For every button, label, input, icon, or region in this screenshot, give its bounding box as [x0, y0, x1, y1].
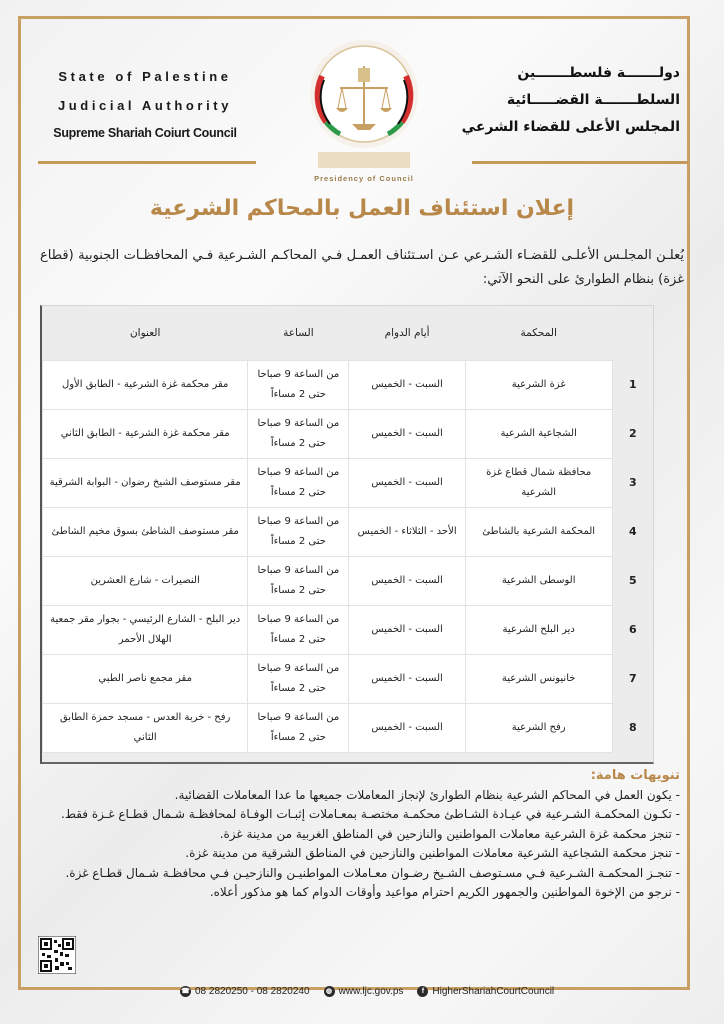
arabic-header — [460, 60, 680, 141]
hours-from: من الساعة 9 صباحا — [257, 712, 340, 723]
hours-to: حتى 2 مساءاً — [270, 389, 326, 400]
working-hours — [248, 508, 349, 557]
court-address-text: مقر محكمة غزة الشرعية - الطابق الأول — [61, 379, 229, 390]
english-header-line-2: Judicial Authority — [57, 98, 233, 113]
court-name-text: دير البلح الشرعية — [502, 624, 575, 635]
hours-to: حتى 2 مساءاً — [270, 438, 326, 449]
hours-to: حتى 2 مساءاً — [270, 585, 326, 596]
row-number — [612, 508, 653, 557]
header-working-days: أيام الدوام — [384, 327, 430, 339]
court-address — [43, 508, 248, 557]
table-row — [43, 655, 654, 704]
website-contact[interactable] — [324, 986, 404, 997]
row-number-text: 6 — [628, 623, 637, 636]
working-days-text: السبت - الخميس — [371, 722, 443, 733]
row-number-text: 5 — [628, 574, 637, 587]
court-name — [465, 606, 612, 655]
working-hours — [248, 704, 349, 753]
court-address — [43, 704, 248, 753]
working-hours — [248, 606, 349, 655]
court-name-text: غزة الشرعية — [511, 379, 566, 390]
council-emblem-logo — [300, 36, 428, 186]
working-days-text: السبت - الخميس — [371, 477, 443, 488]
table-row — [43, 361, 654, 410]
header-address: العنوان — [129, 327, 161, 339]
working-days — [349, 508, 465, 557]
facebook-link[interactable]: HigherShariahCourtCouncil — [432, 986, 555, 997]
court-address-text: مقر مستوصف الشاطئ بسوق مخيم الشاطئ — [51, 526, 239, 537]
footer-contacts — [180, 986, 554, 997]
hours-from: من الساعة 9 صباحا — [257, 663, 340, 674]
english-header — [36, 62, 254, 146]
globe-icon: ◍ — [324, 986, 335, 997]
working-hours — [248, 557, 349, 606]
row-number-text: 4 — [628, 525, 637, 538]
facebook-contact[interactable] — [417, 986, 554, 997]
court-name-text: رفح الشرعية — [511, 722, 566, 733]
court-name — [465, 508, 612, 557]
courts-schedule-table — [40, 305, 654, 764]
working-days-text: السبت - الخميس — [371, 673, 443, 684]
hours-from: من الساعة 9 صباحا — [257, 369, 340, 380]
header-number — [612, 306, 653, 361]
working-days-text: السبت - الخميس — [371, 575, 443, 586]
row-number — [612, 361, 653, 410]
note-item: - تنجز محكمة الشجاعية الشرعية معاملات المواطنين والنازحين في المناطق الشرقية من مدينة غزة. — [185, 846, 680, 860]
court-address-text: مقر محكمة غزة الشرعية - الطابق الثاني — [60, 428, 230, 439]
hours-from: من الساعة 9 صباحا — [257, 565, 340, 576]
court-address — [43, 410, 248, 459]
svg-text:Presidency of Council: Presidency of Council — [314, 174, 414, 183]
website-link[interactable]: www.ljc.gov.ps — [338, 986, 404, 997]
hours-to: حتى 2 مساءاً — [270, 732, 326, 743]
phone-icon: ☎ — [181, 988, 190, 995]
court-name-text: المحكمة الشرعية بالشاطئ — [482, 526, 596, 537]
header-hours: الساعة — [283, 327, 314, 339]
working-hours — [248, 655, 349, 704]
notes-heading: تنويهات هامة: — [590, 768, 680, 783]
working-days — [349, 410, 465, 459]
court-address — [43, 557, 248, 606]
table-row — [43, 606, 654, 655]
working-days — [349, 459, 465, 508]
court-address-text: مقر مستوصف الشيخ رضوان - البوابة الشرقية — [49, 477, 241, 488]
court-address-text: النصيرات - شارع العشرين — [90, 575, 200, 586]
table-header-row — [43, 306, 654, 361]
header-divider-left — [38, 161, 256, 164]
announcement-title: إعلان استئناف العمل بالمحاكم الشرعية — [149, 196, 575, 221]
court-name-text: الوسطى الشرعية — [501, 575, 576, 586]
phone-numbers: 08 2820250 - 08 2820240 — [195, 986, 310, 997]
row-number — [612, 410, 653, 459]
court-address — [43, 655, 248, 704]
qr-code[interactable] — [38, 936, 76, 974]
hours-to: حتى 2 مساءاً — [270, 634, 326, 645]
facebook-icon: f — [417, 986, 428, 997]
table-row — [43, 704, 654, 753]
important-notes — [50, 766, 680, 903]
working-hours — [248, 361, 349, 410]
court-address — [43, 606, 248, 655]
arabic-header-line-3: المجلس الأعلى للقضاء الشرعي — [461, 119, 680, 135]
arabic-header-line-2: السلطـــــــة القضـــــائية — [506, 92, 680, 108]
hours-from: من الساعة 9 صباحا — [257, 467, 340, 478]
working-days — [349, 361, 465, 410]
row-number — [612, 459, 653, 508]
court-name — [465, 361, 612, 410]
court-address-text: مقر مجمع ناصر الطبي — [98, 673, 192, 684]
working-days-text: الأحد - الثلاثاء - الخميس — [357, 526, 457, 537]
court-name — [465, 459, 612, 508]
working-days-text: السبت - الخميس — [371, 624, 443, 635]
note-item: - تنجز محكمة غزة الشرعية معاملات المواطنين والنازحين في المناطق الغربية من مدينة غزة. — [219, 826, 680, 841]
table-row — [43, 459, 654, 508]
row-number — [612, 557, 653, 606]
row-number — [612, 704, 653, 753]
row-number-text: 1 — [628, 378, 637, 391]
court-name-text: محافظة شمال قطاع غزة الشرعية — [486, 467, 592, 498]
hours-from: من الساعة 9 صباحا — [257, 516, 340, 527]
note-item: - نرجو من الإخوة المواطنين والجمهور الكريم احترام مواعيد وأوقات الدوام كما هو مذكور أعلاه. — [209, 885, 680, 899]
court-name-text: خانيونس الشرعية — [501, 673, 576, 684]
row-number-text: 8 — [628, 721, 637, 734]
row-number — [612, 655, 653, 704]
note-item: - يكون العمل في المحاكم الشرعية بنظام الطوارئ لإنجاز المعاملات جميعها ما عدا المعاملات القضائية. — [174, 787, 680, 802]
court-name — [465, 557, 612, 606]
arabic-header-line-1: دولـــــــة فلسطـــــــين — [517, 65, 680, 81]
court-name — [465, 655, 612, 704]
working-hours — [248, 459, 349, 508]
working-days — [349, 606, 465, 655]
hours-from: من الساعة 9 صباحا — [257, 418, 340, 429]
working-days-text: السبت - الخميس — [371, 428, 443, 439]
court-address — [43, 361, 248, 410]
row-number-text: 3 — [628, 476, 637, 489]
court-address — [43, 459, 248, 508]
row-number — [612, 606, 653, 655]
working-days — [349, 655, 465, 704]
court-name-text: الشجاعية الشرعية — [500, 428, 577, 439]
note-item: - تكـون المحكمـة الشـرعية في عيـادة الشـاطئ محكمـة مختصـة بمعـاملات إثبـات الوفـاة لمحافظـة شـمال قطـاع غـزة فقط. — [61, 807, 680, 821]
row-number-text: 2 — [628, 427, 637, 440]
header-divider-right — [472, 161, 688, 164]
hours-to: حتى 2 مساءاً — [270, 683, 326, 694]
note-item: - تنجـز المحكمـة الشـرعية فـي مسـتوصف الشـيخ رضـوان معـاملات المواطنيـن والنازحيـن فـي محافظـة شـمال قطـاع غزة. — [65, 865, 680, 880]
header-court: المحكمة — [520, 327, 557, 339]
announcement-intro: يُعلـن المجلـس الأعلـى للقضـاء الشـرعي عـن اسـتئناف العمـل فـي المحاكـم الشـرعية فـي المحافظـات الجنوبية (قطاع غزة) بنظام الطوارئ على النحو الآتي: — [40, 248, 684, 287]
hours-to: حتى 2 مساءاً — [270, 536, 326, 547]
table-row — [43, 557, 654, 606]
working-days — [349, 704, 465, 753]
hours-to: حتى 2 مساءاً — [270, 487, 326, 498]
working-days-text: السبت - الخميس — [371, 379, 443, 390]
english-header-line-1: State of Palestine — [58, 69, 232, 84]
court-address-text: دير البلح - الشارع الرئيسي - بجوار مقر جمعية الهلال الأحمر — [50, 614, 241, 645]
court-address-text: رفح - خربة العدس - مسجد حمزة الطابق الثاني — [59, 712, 231, 743]
hours-from: من الساعة 9 صباحا — [257, 614, 340, 625]
table-row — [43, 508, 654, 557]
court-name — [465, 704, 612, 753]
working-days — [349, 557, 465, 606]
working-hours — [248, 410, 349, 459]
table-row — [43, 410, 654, 459]
phone-contact — [180, 986, 310, 997]
row-number-text: 7 — [628, 672, 637, 685]
english-header-line-3: Supreme Shariah Coiurt Council — [53, 126, 237, 140]
court-name — [465, 410, 612, 459]
